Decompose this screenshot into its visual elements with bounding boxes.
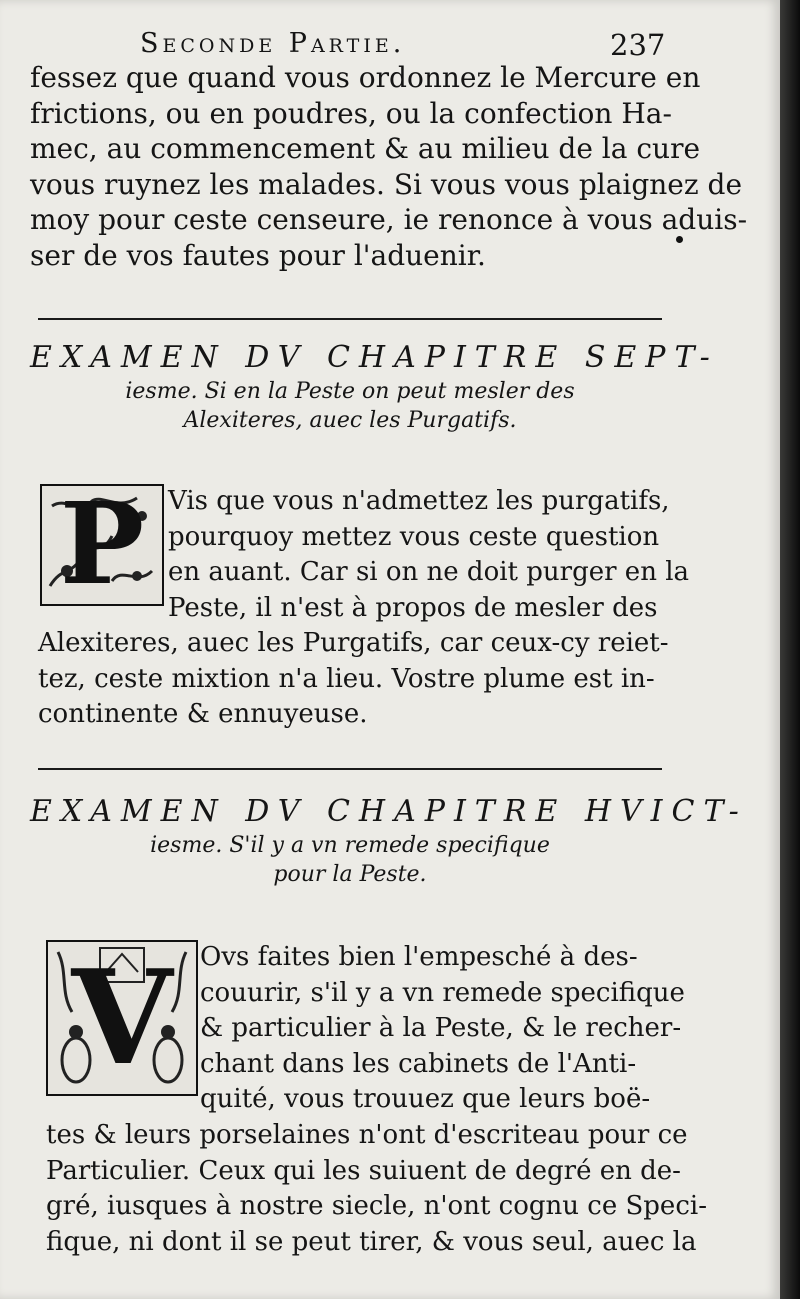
paragraph-chapter-8-indented <box>200 940 685 1118</box>
continued-paragraph <box>30 60 748 273</box>
text-line: tes & leurs porselaines n'ont d'escriteau pour ce <box>46 1120 688 1150</box>
chapter-subtitle: iesme. S'il y a vn remede specifique <box>150 833 550 858</box>
text-line: vous ruynez les malades. Si vous vous plaignez de <box>30 167 743 201</box>
chapter-title: EXAMEN DV CHAPITRE HVICT- <box>30 794 748 829</box>
text-line: en auant. Car si on ne doit purger en la <box>168 557 690 587</box>
chapter-heading-8 <box>30 794 748 887</box>
chapter-subtitle: Alexiteres, auec les Purgatifs. <box>183 408 517 433</box>
decorated-initial-p <box>40 479 164 610</box>
text-line: Vis que vous n'admettez les purgatifs, <box>168 486 670 516</box>
text-line: Alexiteres, auec les Purgatifs, car ceux-cy reiet- <box>38 628 669 658</box>
text-line: chant dans les cabinets de l'Anti- <box>200 1048 637 1079</box>
initial-letter: V <box>71 941 173 1094</box>
paragraph-chapter-8 <box>46 1118 707 1260</box>
text-line: ser de vos fautes pour l'aduenir. <box>30 238 486 272</box>
paragraph-chapter-7 <box>38 626 678 733</box>
text-line: continente & ennuyeuse. <box>38 699 368 729</box>
running-head: Seconde Partie. <box>140 28 406 59</box>
initial-letter: P <box>59 479 145 610</box>
section-rule <box>38 318 662 320</box>
text-line: quité, vous trouuez que leurs boë- <box>200 1084 651 1114</box>
chapter-heading-7 <box>30 340 719 433</box>
chapter-subtitle: pour la Peste. <box>273 862 427 887</box>
page-number: 237 <box>610 28 666 62</box>
text-line: frictions, ou en poudres, ou la confection Ha- <box>30 96 672 130</box>
decorated-initial-v <box>46 940 198 1096</box>
ink-dot <box>676 236 683 243</box>
text-line: moy pour ceste censeure, ie renonce à vous aduis- <box>30 203 748 236</box>
text-line: tez, ceste mixtion n'a lieu. Vostre plume est in- <box>38 663 655 694</box>
section-rule <box>38 768 662 770</box>
chapter-title: EXAMEN DV CHAPITRE SEPT- <box>30 340 719 375</box>
text-line: fessez que quand vous ordonnez le Mercure en <box>30 61 701 94</box>
page-header <box>0 28 780 64</box>
text-line: mec, au commencement & au milieu de la cure <box>30 132 701 165</box>
text-line: Particulier. Ceux qui les suiuent de degré en de- <box>46 1155 681 1186</box>
text-line: pourquoy mettez vous ceste question <box>168 521 660 552</box>
chapter-subtitle: iesme. Si en la Peste on peut mesler des <box>125 379 575 404</box>
text-line: gré, iusques à nostre siecle, n'ont cognu ce Speci- <box>46 1191 707 1221</box>
page-edge <box>780 0 800 1299</box>
text-line: & particulier à la Peste, & le recher- <box>200 1013 682 1043</box>
text-line: Ovs faites bien l'empesché à des- <box>200 942 638 972</box>
text-line: fique, ni dont il se peut tirer, & vous seul, auec la <box>46 1226 697 1257</box>
text-line: Peste, il n'est à propos de mesler des <box>168 592 658 623</box>
text-line: couurir, s'il y a vn remede specifique <box>200 977 685 1008</box>
paragraph-chapter-7-indented <box>168 484 690 626</box>
